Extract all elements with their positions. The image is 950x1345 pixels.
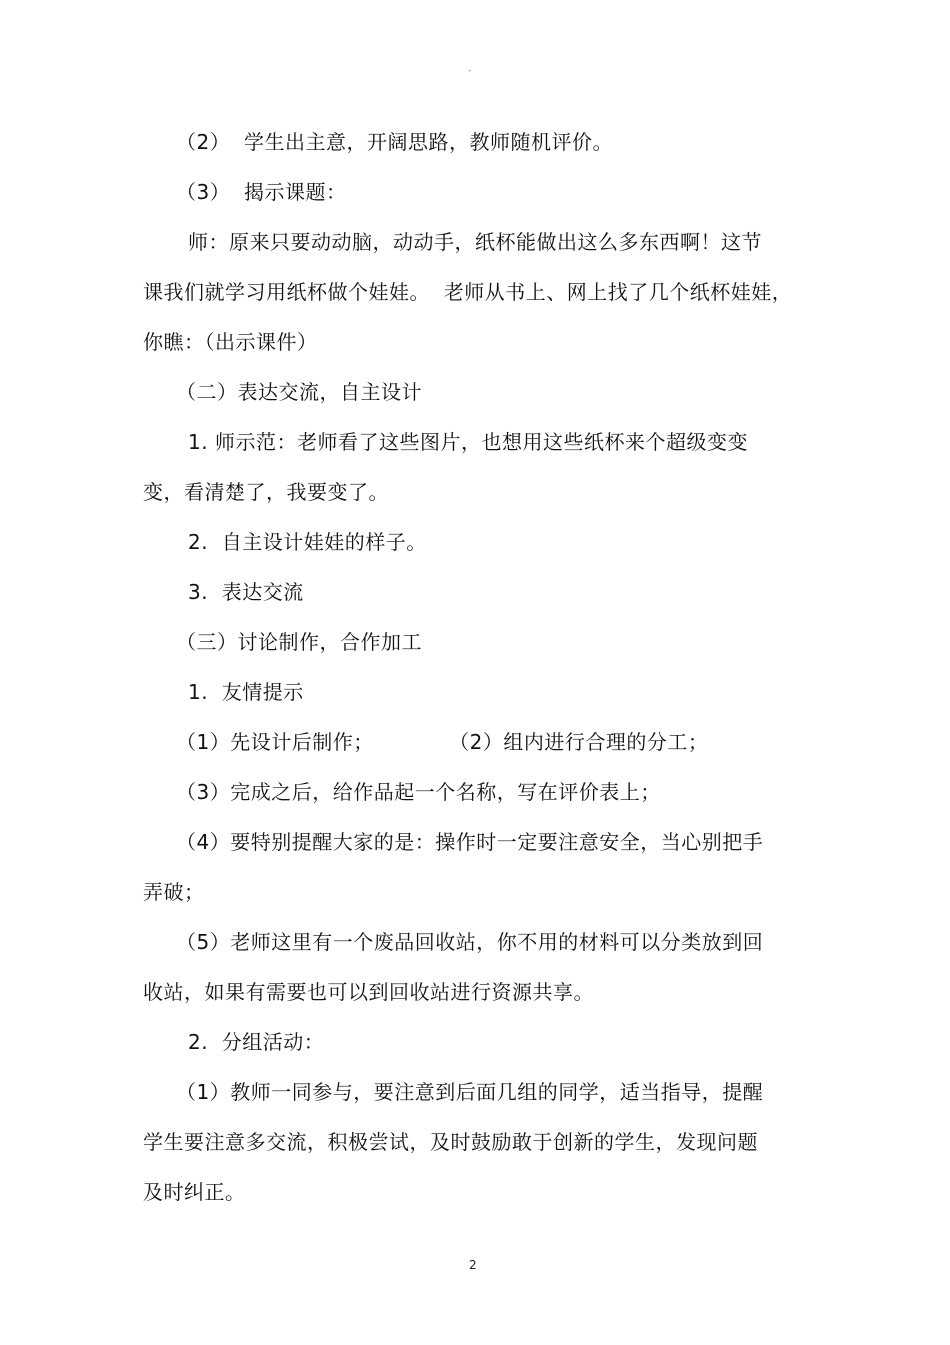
paragraph-line-7: 1. 师示范：老师看了这些图片，也想用这些纸杯来个超级变变 <box>188 430 748 454</box>
paragraph-line-8: 变，看清楚了，我要变了。 <box>143 480 389 504</box>
paragraph-line-12: 1. 友情提示 <box>188 680 304 704</box>
paragraph-line-3: 师：原来只要动动脑，动动手，纸杯能做出这么多东西啊！这节 <box>188 230 762 254</box>
page-number: 2 <box>469 1258 477 1272</box>
paragraph-line-9: 2. 自主设计娃娃的样子。 <box>188 530 427 554</box>
paragraph-line-17: （5）老师这里有一个废品回收站，你不用的材料可以分类放到回 <box>176 930 764 954</box>
paragraph-line-13: （1）先设计后制作； （2）组内进行合理的分工； <box>176 730 709 754</box>
paragraph-line-22: 及时纠正。 <box>143 1180 246 1204</box>
paragraph-line-15: （4）要特别提醒大家的是：操作时一定要注意安全，当心别把手 <box>176 830 764 854</box>
paragraph-line-16: 弄破； <box>143 880 205 904</box>
paragraph-line-4: 课我们就学习用纸杯做个娃娃。 老师从书上、网上找了几个纸杯娃娃， <box>143 280 793 304</box>
section-heading-2: （二）表达交流，自主设计 <box>176 380 422 404</box>
paragraph-line-14: （3）完成之后，给作品起一个名称，写在评价表上； <box>176 780 661 804</box>
paragraph-line-21: 学生要注意多交流，积极尝试，及时鼓励敢于创新的学生，发现问题 <box>143 1130 758 1154</box>
paragraph-line-1: （2） 学生出主意，开阔思路，教师随机评价。 <box>176 130 613 154</box>
header-mark: - <box>468 66 472 76</box>
section-heading-3: （三）讨论制作，合作加工 <box>176 630 422 654</box>
paragraph-line-19: 2. 分组活动： <box>188 1030 325 1054</box>
paragraph-line-18: 收站，如果有需要也可以到回收站进行资源共享。 <box>143 980 594 1004</box>
paragraph-line-20: （1）教师一同参与，要注意到后面几组的同学，适当指导，提醒 <box>176 1080 764 1104</box>
paragraph-line-5: 你瞧：（出示课件） <box>143 330 318 354</box>
paragraph-line-10: 3. 表达交流 <box>188 580 304 604</box>
paragraph-line-2: （3） 揭示课题： <box>176 180 347 204</box>
